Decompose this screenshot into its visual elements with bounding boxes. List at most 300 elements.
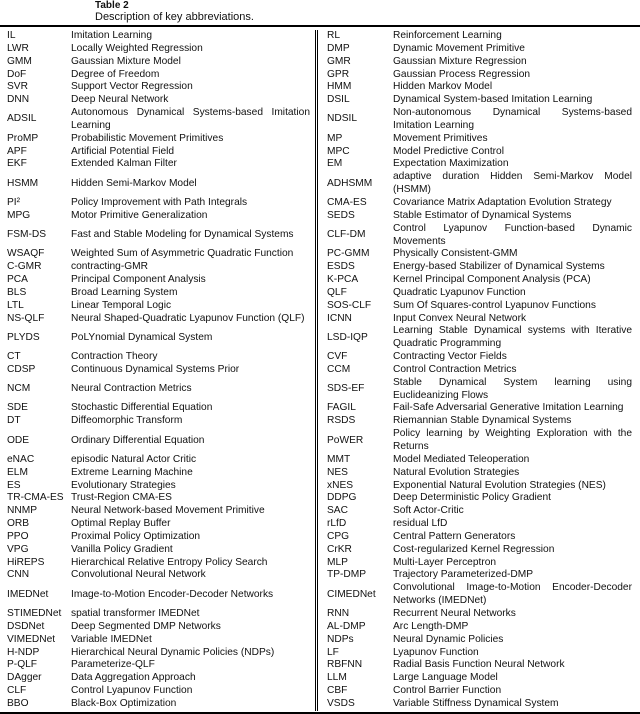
abbreviation: BLS: [7, 286, 27, 298]
right-entry: [318, 300, 640, 313]
definition: Soft Actor-Critic: [393, 505, 464, 517]
left-entry: [0, 158, 318, 171]
left-entry: [0, 300, 318, 313]
right-entry: [318, 672, 640, 685]
table-row: [0, 223, 640, 249]
table-row: [0, 377, 640, 403]
abbreviation: ADSIL: [7, 113, 37, 125]
table-row: [0, 274, 640, 287]
abbreviation: PC-GMM: [327, 248, 370, 260]
definition: Exponential Natural Evolution Strategies (NES): [393, 479, 606, 491]
definition: Covariance Matrix Adaptation Evolution Strategy: [393, 196, 612, 208]
right-entry: [318, 171, 640, 197]
table-row: [0, 557, 640, 570]
right-entry: [318, 582, 640, 608]
left-entry: [0, 287, 318, 300]
abbreviation: TR-CMA-ES: [7, 492, 64, 504]
abbreviation: IL: [7, 30, 16, 41]
abbreviation: DDPG: [327, 492, 357, 504]
table-row: [0, 248, 640, 261]
abbreviation: SEDS: [327, 209, 355, 221]
left-entry: [0, 492, 318, 505]
table-row: [0, 107, 640, 133]
definition: Convolutional Image-to-Motion Encoder-Decoder Networks (IMEDNet): [393, 582, 632, 607]
right-entry: [318, 248, 640, 261]
abbreviation: LWR: [7, 42, 29, 54]
definition: Multi-Layer Perceptron: [393, 556, 497, 568]
definition: Motor Primitive Generalization: [71, 209, 208, 221]
abbreviation: NDPs: [327, 633, 354, 645]
right-entry: [318, 94, 640, 107]
left-entry: [0, 351, 318, 364]
table-row: [0, 287, 640, 300]
definition: Riemannian Stable Dynamical Systems: [393, 415, 572, 427]
abbreviation: CCM: [327, 363, 351, 375]
left-entry: [0, 171, 318, 197]
abbreviation: SOS-CLF: [327, 299, 372, 311]
table-row: [0, 313, 640, 326]
definition: Fast and Stable Modeling for Dynamical Systems: [71, 229, 294, 241]
abbreviation: CDSP: [7, 363, 36, 375]
definition: Trajectory Parameterized-DMP: [393, 569, 534, 581]
right-entry: [318, 480, 640, 493]
definition: Evolutionary Strategies: [71, 479, 176, 491]
definition: Policy Improvement with Path Integrals: [71, 196, 248, 208]
table-row: [0, 402, 640, 415]
abbreviation: IMEDNet: [7, 588, 49, 600]
abbreviation: LTL: [7, 299, 24, 311]
table-row: [0, 467, 640, 480]
abbreviation: xNES: [327, 479, 354, 491]
right-entry: [318, 634, 640, 647]
definition: Arc Length-DMP: [393, 620, 469, 632]
right-entry: [318, 133, 640, 146]
left-entry: [0, 248, 318, 261]
definition: Cost-regularized Kernel Regression: [393, 543, 555, 555]
definition: Expectation Maximization: [393, 158, 509, 170]
definition: Quadratic Lyapunov Function: [393, 286, 526, 298]
definition: Black-Box Optimization: [71, 697, 177, 709]
table-row: [0, 685, 640, 698]
definition: Model Predictive Control: [393, 145, 504, 157]
definition: Dynamic Movement Primitive: [393, 42, 525, 54]
definition: Locally Weighted Regression: [71, 42, 203, 54]
definition: Large Language Model: [393, 672, 498, 684]
definition: Reinforcement Learning: [393, 30, 502, 41]
definition: Input Convex Neural Network: [393, 312, 527, 324]
definition: Gaussian Process Regression: [393, 68, 531, 80]
table-row: [0, 647, 640, 660]
definition: Learning Stable Dynamical systems with Iterative Quadratic Programming: [393, 325, 632, 350]
right-entry: [318, 685, 640, 698]
right-entry: [318, 557, 640, 570]
table-row: [0, 300, 640, 313]
abbreviation: C-GMR: [7, 261, 42, 273]
definition: Variable Stiffness Dynamical System: [393, 697, 559, 709]
right-entry: [318, 43, 640, 56]
abbreviation: RNN: [327, 607, 350, 619]
abbreviation: PCA: [7, 274, 28, 286]
abbreviation: ESDS: [327, 261, 355, 273]
left-entry: [0, 685, 318, 698]
definition: Trust-Region CMA-ES: [71, 492, 172, 504]
left-entry: [0, 659, 318, 672]
right-entry: [318, 428, 640, 454]
right-entry: [318, 569, 640, 582]
abbreviation: DNN: [7, 94, 30, 106]
abbreviation: DT: [7, 415, 21, 427]
abbreviation: CMA-ES: [327, 196, 367, 208]
definition: Hierarchical Neural Dynamic Policies (NDPs): [71, 646, 275, 658]
definition: adaptive duration Hidden Semi-Markov Model (HSMM): [393, 171, 632, 196]
right-entry: [318, 621, 640, 634]
right-entry: [318, 467, 640, 480]
definition: Control Lyapunov Function: [71, 685, 193, 697]
definition: episodic Natural Actor Critic: [71, 453, 197, 465]
abbreviation: GMR: [327, 55, 351, 67]
right-entry: [318, 287, 640, 300]
right-entry: [318, 505, 640, 518]
table-row: [0, 621, 640, 634]
abbreviation: CIMEDNet: [327, 588, 376, 600]
table-row: [0, 569, 640, 582]
definition: Control Barrier Function: [393, 685, 502, 697]
right-entry: [318, 364, 640, 377]
abbreviation: ORB: [7, 518, 30, 530]
table-row: [0, 698, 640, 711]
definition: Radial Basis Function Neural Network: [393, 659, 565, 671]
left-entry: [0, 402, 318, 415]
abbreviation: VSDS: [327, 697, 355, 709]
right-entry: [318, 210, 640, 223]
abbreviation: NES: [327, 466, 348, 478]
definition: Stochastic Differential Equation: [71, 402, 213, 414]
definition: Gaussian Mixture Regression: [393, 55, 527, 67]
definition: Variable IMEDNet: [71, 633, 152, 645]
table-caption: Description of key abbreviations.: [95, 11, 254, 23]
right-entry: [318, 454, 640, 467]
definition: Diffeomorphic Transform: [71, 415, 183, 427]
left-entry: [0, 223, 318, 249]
definition: Artificial Potential Field: [71, 145, 175, 157]
abbreviation: ICNN: [327, 312, 352, 324]
left-entry: [0, 634, 318, 647]
definition: Contraction Theory: [71, 351, 158, 363]
definition: Weighted Sum of Asymmetric Quadratic Function: [71, 248, 294, 260]
definition: Degree of Freedom: [71, 68, 160, 80]
left-entry: [0, 557, 318, 570]
right-entry: [318, 518, 640, 531]
definition: Dynamical System-based Imitation Learning: [393, 94, 593, 106]
abbreviation: eNAC: [7, 453, 35, 465]
table-row: [0, 133, 640, 146]
abbreviation: CPG: [327, 530, 350, 542]
right-entry: [318, 69, 640, 82]
abbreviation: EM: [327, 158, 343, 170]
right-entry: [318, 698, 640, 711]
definition: residual LfD: [393, 518, 448, 530]
abbreviation: MP: [327, 132, 343, 144]
abbreviation: DSIL: [327, 94, 350, 106]
abbreviation: PPO: [7, 530, 29, 542]
right-entry: [318, 223, 640, 249]
abbreviation: QLF: [327, 286, 347, 298]
definition: Natural Evolution Strategies: [393, 466, 520, 478]
left-entry: [0, 210, 318, 223]
abbreviation: MMT: [327, 453, 351, 465]
definition: Gaussian Mixture Model: [71, 55, 181, 67]
definition: Kernel Principal Component Analysis (PCA): [393, 274, 591, 286]
right-entry: [318, 402, 640, 415]
table-row: [0, 261, 640, 274]
left-entry: [0, 582, 318, 608]
left-entry: [0, 325, 318, 351]
definition: contracting-GMR: [71, 261, 148, 273]
table-row: [0, 43, 640, 56]
right-entry: [318, 415, 640, 428]
left-entry: [0, 313, 318, 326]
left-entry: [0, 377, 318, 403]
left-entry: [0, 698, 318, 711]
left-entry: [0, 364, 318, 377]
definition: Control Lyapunov Function-based Dynamic Movements: [393, 222, 632, 247]
table-row: [0, 146, 640, 159]
abbreviation: ADHSMM: [327, 177, 373, 189]
abbreviation: LSD-IQP: [327, 331, 368, 343]
table-row: [0, 544, 640, 557]
definition: Image-to-Motion Encoder-Decoder Networks: [71, 588, 274, 600]
definition: Energy-based Stabilizer of Dynamical Systems: [393, 261, 605, 273]
abbreviation: MLP: [327, 556, 348, 568]
right-entry: [318, 107, 640, 133]
definition: Proximal Policy Optimization: [71, 530, 201, 542]
abbreviation: NS-QLF: [7, 312, 45, 324]
left-entry: [0, 415, 318, 428]
right-entry: [318, 325, 640, 351]
definition: Parameterize-QLF: [71, 659, 155, 671]
table-row: [0, 30, 640, 43]
table-row: [0, 158, 640, 171]
abbreviation: DAgger: [7, 672, 42, 684]
table-row: [0, 531, 640, 544]
definition: Broad Learning System: [71, 286, 178, 298]
right-entry: [318, 492, 640, 505]
left-entry: [0, 467, 318, 480]
definition: Deep Deterministic Policy Gradient: [393, 492, 551, 504]
abbreviation: ELM: [7, 466, 28, 478]
left-entry: [0, 274, 318, 287]
table-row: [0, 492, 640, 505]
right-entry: [318, 158, 640, 171]
abbreviation: SAC: [327, 505, 348, 517]
definition: Non-autonomous Dynamical Systems-based Imitation Learning: [393, 107, 632, 131]
abbreviation: RSDS: [327, 415, 356, 427]
abbreviation: GPR: [327, 68, 350, 80]
definition: Linear Temporal Logic: [71, 299, 172, 311]
abbreviation: TP-DMP: [327, 569, 367, 581]
left-entry: [0, 133, 318, 146]
abbreviation: LLM: [327, 672, 347, 684]
right-entry: [318, 313, 640, 326]
left-entry: [0, 480, 318, 493]
left-entry: [0, 197, 318, 210]
table-row: [0, 582, 640, 608]
definition: Vanilla Policy Gradient: [71, 543, 173, 555]
definition: Stable Estimator of Dynamical Systems: [393, 209, 572, 221]
definition: Recurrent Neural Networks: [393, 607, 516, 619]
abbreviation: CBF: [327, 685, 348, 697]
table-row: [0, 210, 640, 223]
left-entry: [0, 518, 318, 531]
left-entry: [0, 261, 318, 274]
table-row: [0, 454, 640, 467]
table-row: [0, 634, 640, 647]
abbreviation: MPG: [7, 209, 31, 221]
table-row: [0, 659, 640, 672]
abbreviation: DSDNet: [7, 620, 45, 632]
abbreviation: EKF: [7, 158, 27, 170]
right-entry: [318, 261, 640, 274]
table-row: [0, 518, 640, 531]
left-entry: [0, 569, 318, 582]
abbreviation: RL: [327, 30, 341, 41]
table-row: [0, 69, 640, 82]
abbreviation: ODE: [7, 434, 30, 446]
left-entry: [0, 94, 318, 107]
abbreviation: VPG: [7, 543, 29, 555]
abbreviation: DMP: [327, 42, 350, 54]
right-entry: [318, 81, 640, 94]
definition: PoLYnomial Dynamical System: [71, 331, 213, 343]
definition: Autonomous Dynamical Systems-based Imitation Learning: [71, 107, 310, 131]
definition: Probabilistic Movement Primitives: [71, 132, 224, 144]
abbreviation: SDE: [7, 402, 28, 414]
abbreviation: HSMM: [7, 177, 39, 189]
definition: Extreme Learning Machine: [71, 466, 193, 478]
left-entry: [0, 454, 318, 467]
right-entry: [318, 531, 640, 544]
abbreviation: LF: [327, 646, 339, 658]
abbreviation: rLfD: [327, 518, 347, 530]
table-row: [0, 672, 640, 685]
table-row: [0, 364, 640, 377]
table-row: [0, 351, 640, 364]
left-entry: [0, 81, 318, 94]
abbreviation: NNMP: [7, 505, 37, 517]
abbreviation: FSM-DS: [7, 229, 47, 241]
right-entry: [318, 377, 640, 403]
definition: Deep Segmented DMP Networks: [71, 620, 221, 632]
abbreviation: HiREPS: [7, 556, 45, 568]
left-entry: [0, 30, 318, 43]
abbreviation: GMM: [7, 55, 32, 67]
left-entry: [0, 531, 318, 544]
abbreviation: NDSIL: [327, 113, 358, 125]
abbreviation: DoF: [7, 68, 27, 80]
definition: Lyapunov Function: [393, 646, 479, 658]
abbreviation: PLYDS: [7, 331, 40, 343]
definition: Extended Kalman Filter: [71, 158, 177, 170]
definition: Imitation Learning: [71, 30, 152, 41]
definition: Policy learning by Weighting Exploration with the Returns: [393, 428, 632, 452]
abbreviations-table: [0, 25, 640, 714]
definition: Data Aggregation Approach: [71, 672, 196, 684]
definition: Neural Shaped-Quadratic Lyapunov Function (QLF): [71, 312, 305, 324]
right-entry: [318, 608, 640, 621]
definition: Stable Dynamical System learning using Euclideanizing Flows: [393, 376, 632, 401]
abbreviation: CT: [7, 351, 21, 363]
left-entry: [0, 544, 318, 557]
definition: Physically Consistent-GMM: [393, 248, 518, 260]
left-entry: [0, 672, 318, 685]
table-row: [0, 608, 640, 621]
definition: Neural Dynamic Policies: [393, 633, 504, 645]
abbreviation: WSAQF: [7, 248, 45, 260]
left-entry: [0, 43, 318, 56]
right-entry: [318, 351, 640, 364]
table-row: [0, 428, 640, 454]
definition: Sum Of Squares-control Lyapunov Functions: [393, 299, 596, 311]
definition: Hidden Semi-Markov Model: [71, 177, 197, 189]
abbreviation: ES: [7, 479, 21, 491]
left-entry: [0, 608, 318, 621]
abbreviation: BBO: [7, 697, 29, 709]
table-title: Table 2: [95, 0, 129, 11]
abbreviation: PI²: [7, 196, 21, 208]
abbreviation: CLF-DM: [327, 229, 366, 241]
table-row: [0, 197, 640, 210]
definition: spatial transformer IMEDNet: [71, 607, 200, 619]
left-entry: [0, 647, 318, 660]
left-entry: [0, 69, 318, 82]
abbreviation: ProMP: [7, 132, 39, 144]
abbreviation: SVR: [7, 81, 28, 93]
definition: Support Vector Regression: [71, 81, 193, 93]
definition: Neural Network-based Movement Primitive: [71, 505, 265, 517]
definition: Hidden Markov Model: [393, 81, 493, 93]
right-entry: [318, 197, 640, 210]
abbreviation: P-QLF: [7, 659, 38, 671]
abbreviation: HMM: [327, 81, 352, 93]
abbreviation: CVF: [327, 351, 348, 363]
abbreviation: SDS-EF: [327, 383, 365, 395]
abbreviation: AL-DMP: [327, 620, 366, 632]
left-entry: [0, 505, 318, 518]
table-row: [0, 94, 640, 107]
right-entry: [318, 30, 640, 43]
abbreviation: STIMEDNet: [7, 607, 62, 619]
abbreviation: FAGIL: [327, 402, 356, 414]
table-row: [0, 171, 640, 197]
table-row: [0, 325, 640, 351]
left-entry: [0, 621, 318, 634]
abbreviation: VIMEDNet: [7, 633, 56, 645]
table-row: [0, 415, 640, 428]
table-row: [0, 81, 640, 94]
definition: Deep Neural Network: [71, 94, 169, 106]
table-row: [0, 480, 640, 493]
abbreviation: PoWER: [327, 434, 364, 446]
definition: Contracting Vector Fields: [393, 351, 507, 363]
left-entry: [0, 428, 318, 454]
right-entry: [318, 647, 640, 660]
abbreviation: H-NDP: [7, 646, 40, 658]
right-entry: [318, 56, 640, 69]
left-entry: [0, 107, 318, 133]
abbreviation: K-PCA: [327, 274, 359, 286]
abbreviation: CNN: [7, 569, 30, 581]
definition: Central Pattern Generators: [393, 530, 516, 542]
